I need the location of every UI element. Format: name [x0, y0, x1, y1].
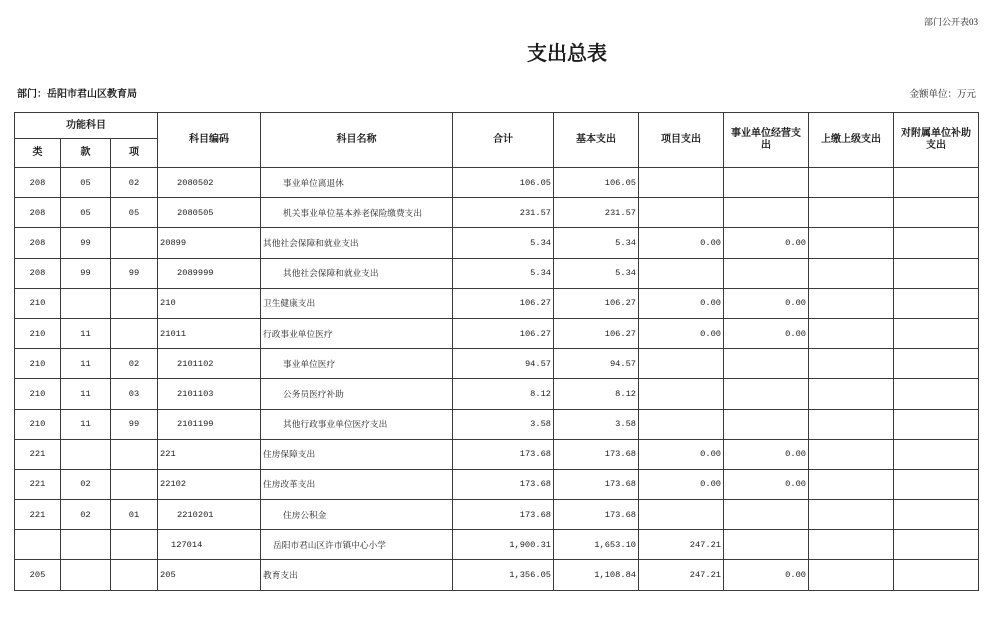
cell-item: 02 — [111, 349, 158, 379]
cell-basic: 173.68 — [554, 500, 639, 530]
cell-basic: 173.68 — [554, 439, 639, 469]
cell-code: 2080502 — [158, 168, 261, 198]
cell-subsidiary — [894, 318, 979, 348]
table-body — [15, 168, 979, 591]
cell-upper — [809, 318, 894, 348]
page-title: 支出总表 — [527, 43, 607, 65]
header-business-expense: 事业单位经营支出 — [724, 113, 809, 168]
cell-business: 0.00 — [724, 439, 809, 469]
cell-upper — [809, 409, 894, 439]
table-row — [15, 530, 979, 560]
cell-subcategory: 11 — [61, 379, 111, 409]
department-label: 部门：岳阳市君山区教育局 — [17, 89, 137, 100]
cell-business — [724, 530, 809, 560]
cell-item — [111, 318, 158, 348]
cell-project — [639, 349, 724, 379]
expenditure-table — [14, 112, 979, 591]
cell-basic: 3.58 — [554, 409, 639, 439]
table-row — [15, 168, 979, 198]
cell-basic: 5.34 — [554, 258, 639, 288]
cell-subsidiary — [894, 228, 979, 258]
cell-category: 210 — [15, 409, 61, 439]
cell-total: 106.05 — [453, 168, 554, 198]
cell-item: 01 — [111, 500, 158, 530]
cell-subcategory — [61, 288, 111, 318]
cell-code: 2089999 — [158, 258, 261, 288]
cell-category: 208 — [15, 258, 61, 288]
cell-upper — [809, 439, 894, 469]
cell-code: 2080505 — [158, 198, 261, 228]
cell-name: 岳阳市君山区许市镇中心小学 — [261, 530, 453, 560]
cell-subsidiary — [894, 500, 979, 530]
table-row — [15, 560, 979, 590]
cell-code: 20899 — [158, 228, 261, 258]
cell-subsidiary — [894, 530, 979, 560]
cell-name: 住房改革支出 — [261, 469, 453, 499]
header-name: 科目名称 — [261, 113, 453, 168]
cell-item — [111, 469, 158, 499]
cell-project: 0.00 — [639, 469, 724, 499]
cell-basic: 94.57 — [554, 349, 639, 379]
cell-category: 208 — [15, 168, 61, 198]
cell-upper — [809, 288, 894, 318]
cell-name: 其他行政事业单位医疗支出 — [261, 409, 453, 439]
cell-code: 205 — [158, 560, 261, 590]
cell-basic: 5.34 — [554, 228, 639, 258]
cell-subcategory: 11 — [61, 409, 111, 439]
cell-subsidiary — [894, 349, 979, 379]
cell-code: 22102 — [158, 469, 261, 499]
table-row — [15, 500, 979, 530]
table-row — [15, 439, 979, 469]
cell-code: 2210201 — [158, 500, 261, 530]
table-header — [15, 113, 979, 168]
header-subcategory: 款 — [61, 139, 111, 168]
cell-project — [639, 379, 724, 409]
cell-category — [15, 530, 61, 560]
cell-upper — [809, 469, 894, 499]
cell-project — [639, 500, 724, 530]
cell-category: 210 — [15, 288, 61, 318]
table-row — [15, 198, 979, 228]
cell-name: 教育支出 — [261, 560, 453, 590]
table-row — [15, 318, 979, 348]
amount-unit-label: 金额单位：万元 — [909, 90, 976, 100]
header-subsidiary-grant: 对附属单位补助支出 — [894, 113, 979, 168]
cell-category: 221 — [15, 439, 61, 469]
cell-total: 1,356.05 — [453, 560, 554, 590]
cell-basic: 8.12 — [554, 379, 639, 409]
cell-subcategory — [61, 560, 111, 590]
cell-name: 其他社会保障和就业支出 — [261, 258, 453, 288]
cell-category: 208 — [15, 198, 61, 228]
cell-subcategory: 02 — [61, 469, 111, 499]
cell-total: 173.68 — [453, 500, 554, 530]
cell-project: 0.00 — [639, 318, 724, 348]
cell-subsidiary — [894, 198, 979, 228]
header-upper-remittance: 上缴上级支出 — [809, 113, 894, 168]
cell-total: 1,900.31 — [453, 530, 554, 560]
cell-name: 机关事业单位基本养老保险缴费支出 — [261, 198, 453, 228]
cell-total: 8.12 — [453, 379, 554, 409]
cell-item — [111, 288, 158, 318]
cell-name: 住房公积金 — [261, 500, 453, 530]
cell-subcategory — [61, 530, 111, 560]
cell-project — [639, 258, 724, 288]
header-category: 类 — [15, 139, 61, 168]
header-basic-expense: 基本支出 — [554, 113, 639, 168]
cell-upper — [809, 530, 894, 560]
cell-business — [724, 198, 809, 228]
cell-item: 03 — [111, 379, 158, 409]
header-item: 项 — [111, 139, 158, 168]
cell-basic: 173.68 — [554, 469, 639, 499]
cell-category: 210 — [15, 318, 61, 348]
table-row — [15, 349, 979, 379]
cell-project: 0.00 — [639, 288, 724, 318]
cell-total: 3.58 — [453, 409, 554, 439]
header-functional-subject: 功能科目 — [15, 113, 158, 139]
table-row — [15, 409, 979, 439]
cell-business: 0.00 — [724, 318, 809, 348]
cell-name: 公务员医疗补助 — [261, 379, 453, 409]
cell-upper — [809, 379, 894, 409]
cell-code: 127014 — [158, 530, 261, 560]
cell-subcategory: 11 — [61, 349, 111, 379]
header-code: 科目编码 — [158, 113, 261, 168]
cell-upper — [809, 500, 894, 530]
cell-basic: 106.27 — [554, 288, 639, 318]
cell-business: 0.00 — [724, 288, 809, 318]
cell-total: 231.57 — [453, 198, 554, 228]
cell-business — [724, 409, 809, 439]
table-row — [15, 379, 979, 409]
table-row — [15, 288, 979, 318]
form-code-label: 部门公开表03 — [923, 17, 978, 27]
cell-subcategory: 02 — [61, 500, 111, 530]
cell-item: 02 — [111, 168, 158, 198]
cell-basic: 106.05 — [554, 168, 639, 198]
cell-subsidiary — [894, 288, 979, 318]
cell-name: 其他社会保障和就业支出 — [261, 228, 453, 258]
cell-project: 247.21 — [639, 530, 724, 560]
table-row — [15, 258, 979, 288]
cell-business: 0.00 — [724, 228, 809, 258]
cell-upper — [809, 258, 894, 288]
cell-category: 208 — [15, 228, 61, 258]
cell-subcategory: 99 — [61, 228, 111, 258]
cell-category: 221 — [15, 500, 61, 530]
cell-item: 05 — [111, 198, 158, 228]
cell-category: 210 — [15, 349, 61, 379]
cell-subcategory — [61, 439, 111, 469]
cell-name: 行政事业单位医疗 — [261, 318, 453, 348]
cell-business: 0.00 — [724, 560, 809, 590]
cell-total: 173.68 — [453, 469, 554, 499]
cell-subsidiary — [894, 469, 979, 499]
cell-business — [724, 500, 809, 530]
cell-item: 99 — [111, 258, 158, 288]
cell-business — [724, 258, 809, 288]
cell-total: 94.57 — [453, 349, 554, 379]
cell-total: 5.34 — [453, 258, 554, 288]
cell-name: 事业单位离退休 — [261, 168, 453, 198]
cell-subsidiary — [894, 379, 979, 409]
cell-code: 221 — [158, 439, 261, 469]
cell-project: 0.00 — [639, 439, 724, 469]
cell-total: 173.68 — [453, 439, 554, 469]
cell-code: 21011 — [158, 318, 261, 348]
cell-subcategory: 05 — [61, 198, 111, 228]
cell-subcategory: 11 — [61, 318, 111, 348]
cell-business: 0.00 — [724, 469, 809, 499]
cell-project: 0.00 — [639, 228, 724, 258]
cell-total: 5.34 — [453, 228, 554, 258]
cell-project — [639, 409, 724, 439]
cell-category: 205 — [15, 560, 61, 590]
cell-subcategory: 99 — [61, 258, 111, 288]
cell-upper — [809, 560, 894, 590]
cell-subsidiary — [894, 258, 979, 288]
cell-upper — [809, 349, 894, 379]
cell-project: 247.21 — [639, 560, 724, 590]
cell-basic: 1,108.84 — [554, 560, 639, 590]
cell-business — [724, 379, 809, 409]
cell-project — [639, 198, 724, 228]
cell-item — [111, 228, 158, 258]
cell-code: 210 — [158, 288, 261, 318]
cell-code: 2101103 — [158, 379, 261, 409]
cell-name: 住房保障支出 — [261, 439, 453, 469]
cell-basic: 106.27 — [554, 318, 639, 348]
header-row — [15, 113, 979, 139]
cell-item — [111, 530, 158, 560]
cell-item: 99 — [111, 409, 158, 439]
cell-subcategory: 05 — [61, 168, 111, 198]
cell-basic: 231.57 — [554, 198, 639, 228]
cell-upper — [809, 198, 894, 228]
cell-upper — [809, 168, 894, 198]
table-row — [15, 469, 979, 499]
cell-code: 2101199 — [158, 409, 261, 439]
cell-subsidiary — [894, 560, 979, 590]
cell-total: 106.27 — [453, 318, 554, 348]
table-row — [15, 228, 979, 258]
cell-business — [724, 168, 809, 198]
cell-code: 2101102 — [158, 349, 261, 379]
header-total: 合计 — [453, 113, 554, 168]
cell-category: 221 — [15, 469, 61, 499]
header-project-expense: 项目支出 — [639, 113, 724, 168]
cell-category: 210 — [15, 379, 61, 409]
cell-subsidiary — [894, 439, 979, 469]
cell-basic: 1,653.10 — [554, 530, 639, 560]
cell-total: 106.27 — [453, 288, 554, 318]
cell-subsidiary — [894, 168, 979, 198]
cell-project — [639, 168, 724, 198]
cell-item — [111, 439, 158, 469]
cell-name: 卫生健康支出 — [261, 288, 453, 318]
cell-subsidiary — [894, 409, 979, 439]
cell-name: 事业单位医疗 — [261, 349, 453, 379]
cell-business — [724, 349, 809, 379]
cell-upper — [809, 228, 894, 258]
cell-item — [111, 560, 158, 590]
